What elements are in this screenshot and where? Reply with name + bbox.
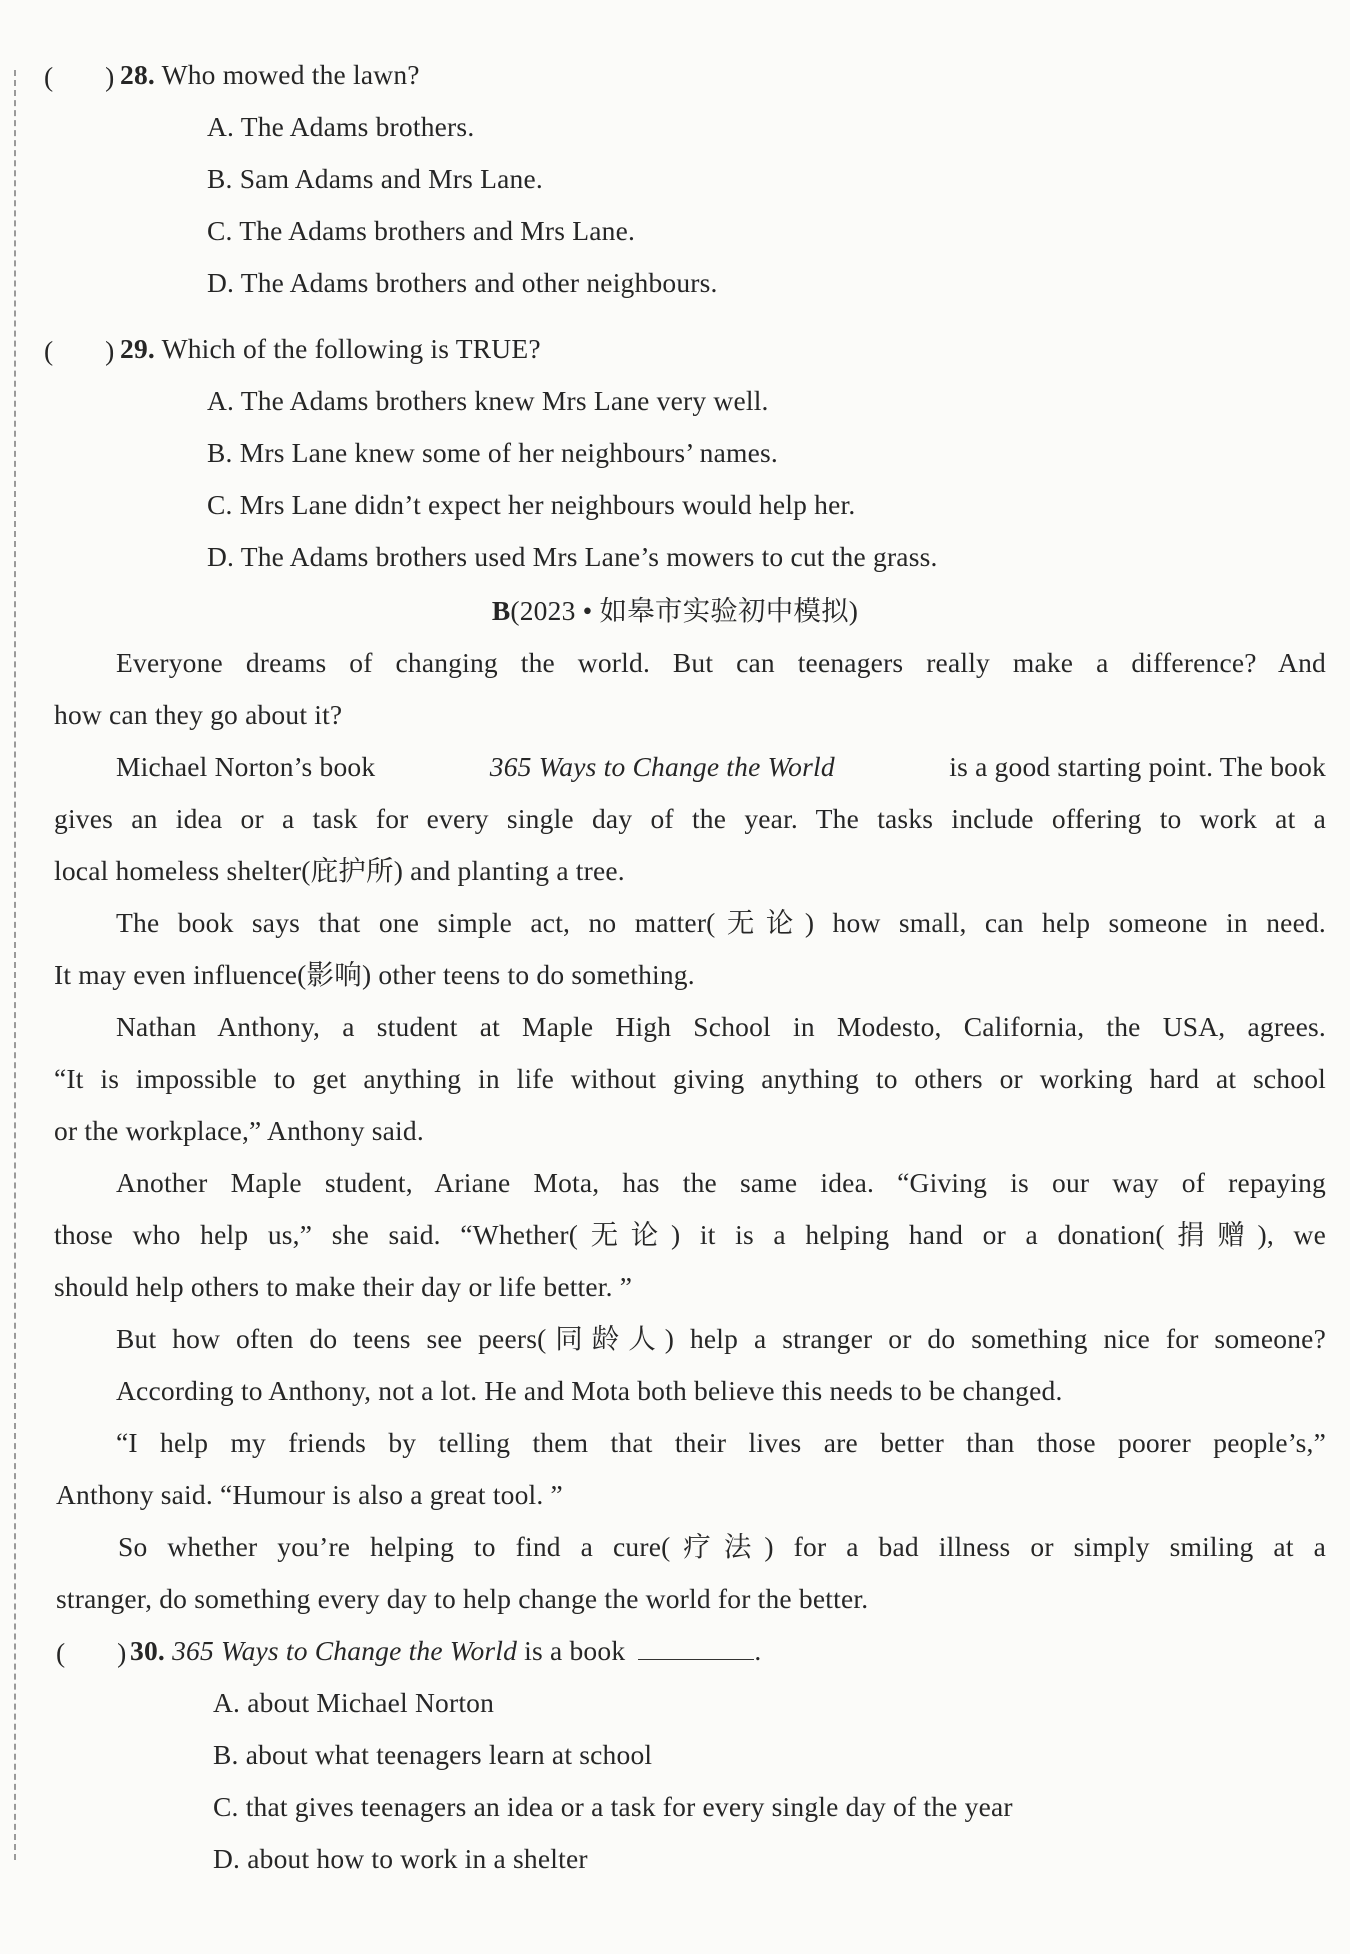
question-text: Which of the following is TRUE?	[161, 333, 541, 364]
passage-line: gives an idea or a task for every single day of the year. The tasks include offering to work at a	[54, 803, 1326, 834]
question-number: 28.	[120, 59, 155, 90]
passage-line: those who help us,” she said. “Whether(无论) it is a helping hand or a donation(捐赠), we	[54, 1219, 1326, 1250]
binding-dashed-rule	[14, 70, 16, 1860]
book-title: 365 Ways to Change the World	[172, 1635, 518, 1666]
passage-line: Another Maple student, Ariane Mota, has the same idea. “Giving is our way of repaying	[116, 1167, 1326, 1198]
option-30-a: A. about Michael Norton	[213, 1687, 495, 1718]
bracket-open: (	[44, 61, 54, 92]
question-28-stem	[120, 58, 420, 92]
passage-line-book	[116, 750, 1326, 784]
passage-line: Nathan Anthony, a student at Maple High School in Modesto, California, the USA, agrees.	[116, 1011, 1326, 1042]
question-30-stem	[130, 1634, 761, 1668]
option-28-d: D. The Adams brothers and other neighbours.	[207, 267, 718, 298]
section-source: (2023 • 如皋市实验初中模拟)	[510, 595, 859, 626]
passage-line: should help others to make their day or life better. ”	[54, 1271, 633, 1302]
bracket-close: )	[117, 1637, 127, 1668]
answer-blank[interactable]	[638, 1637, 754, 1660]
question-number: 29.	[120, 333, 155, 364]
passage-line: According to Anthony, not a lot. He and Mota both believe this needs to be changed.	[116, 1375, 1063, 1406]
option-29-a: A. The Adams brothers knew Mrs Lane very well.	[207, 385, 769, 416]
bracket-close: )	[105, 335, 115, 366]
passage-line: how can they go about it?	[54, 699, 343, 730]
bracket-open: (	[44, 335, 54, 366]
option-30-c: C. that gives teenagers an idea or a task for every single day of the year	[213, 1791, 1013, 1822]
option-29-c: C. Mrs Lane didn’t expect her neighbours would help her.	[207, 489, 856, 520]
option-30-b: B. about what teenagers learn at school	[213, 1739, 653, 1770]
option-28-c: C. The Adams brothers and Mrs Lane.	[207, 215, 636, 246]
section-heading	[0, 594, 1350, 628]
passage-line: “I help my friends by telling them that their lives are better than those poorer people’s,”	[116, 1427, 1326, 1458]
book-title: 365 Ways to Change the World	[489, 751, 835, 782]
option-28-a: A. The Adams brothers.	[207, 111, 475, 142]
passage-line: It may even influence(影响) other teens to do something.	[54, 959, 695, 990]
passage-text: Michael Norton’s book	[116, 751, 376, 782]
passage-text: is a good starting point. The book	[949, 751, 1326, 782]
passage-line: So whether you’re helping to find a cure(疗法) for a bad illness or simply smiling at a	[118, 1531, 1326, 1562]
option-28-b: B. Sam Adams and Mrs Lane.	[207, 163, 543, 194]
question-29-stem	[120, 332, 541, 366]
question-end: .	[754, 1635, 762, 1666]
answer-bracket-30[interactable]	[56, 1636, 126, 1670]
passage-line: Everyone dreams of changing the world. But can teenagers really make a difference? And	[116, 647, 1326, 678]
bracket-open: (	[56, 1637, 66, 1668]
answer-bracket-28[interactable]	[44, 60, 114, 94]
passage-line: “It is impossible to get anything in life without giving anything to others or working hard at school	[54, 1063, 1326, 1094]
option-29-d: D. The Adams brothers used Mrs Lane’s mowers to cut the grass.	[207, 541, 938, 572]
passage-line: Anthony said. “Humour is also a great tool. ”	[56, 1479, 563, 1510]
bracket-close: )	[105, 61, 115, 92]
option-30-d: D. about how to work in a shelter	[213, 1843, 588, 1874]
question-number: 30.	[130, 1635, 165, 1666]
section-letter: B	[491, 595, 511, 626]
passage-line: The book says that one simple act, no matter(无论) how small, can help someone in need.	[116, 907, 1326, 938]
passage-line: or the workplace,” Anthony said.	[54, 1115, 424, 1146]
passage-line: But how often do teens see peers(同龄人) help a stranger or do something nice for someone?	[116, 1323, 1326, 1354]
passage-line: stranger, do something every day to help change the world for the better.	[56, 1583, 869, 1614]
option-29-b: B. Mrs Lane knew some of her neighbours’ names.	[207, 437, 778, 468]
answer-bracket-29[interactable]	[44, 334, 114, 368]
passage-line: local homeless shelter(庇护所) and planting a tree.	[54, 855, 625, 886]
question-text: Who mowed the lawn?	[161, 59, 420, 90]
question-text: is a book	[524, 1635, 626, 1666]
